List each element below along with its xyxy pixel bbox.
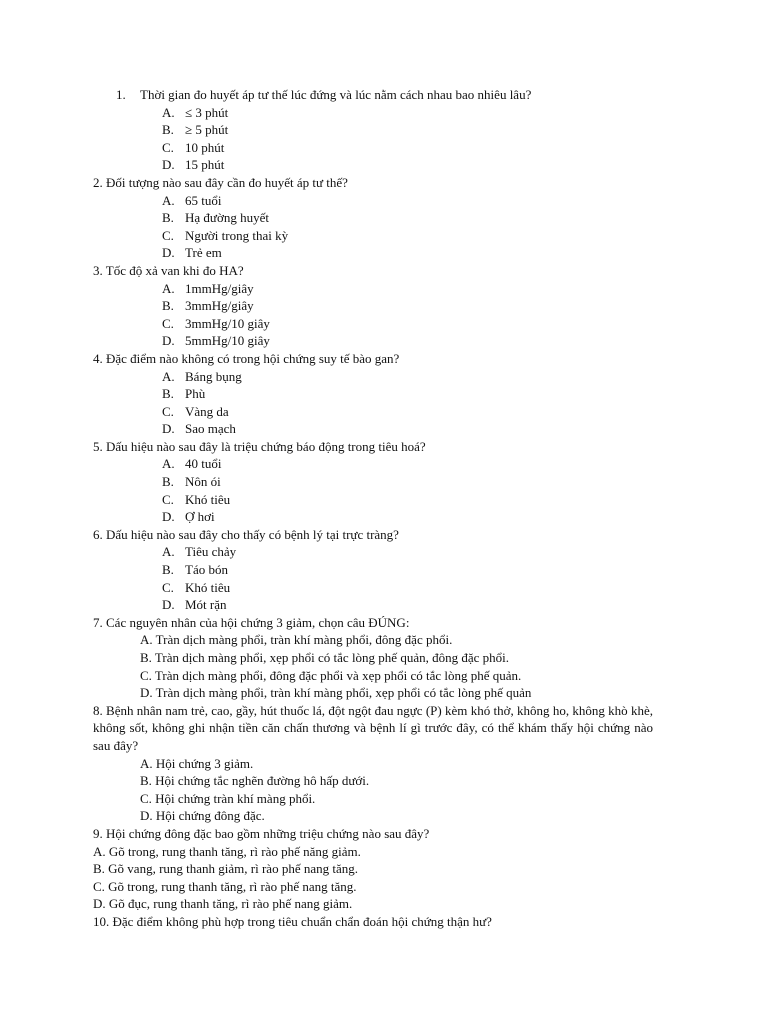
option-text: 5mmHg/10 giây bbox=[185, 333, 270, 349]
question-3: 3. Tốc độ xả van khi đo HA? bbox=[93, 262, 244, 278]
option-letter: D. bbox=[162, 597, 175, 613]
option-letter: C. bbox=[162, 403, 174, 419]
question-8: 8. Bệnh nhân nam trẻ, cao, gầy, hút thuốc lá, đột ngột đau ngực (P) kèm khó thở, không ho, không khò khè, không sốt, không ghi nhận tiền căn chấn thương và bệnh lí gì trước đây, có thể khám thấy hội chứng nào sau đây? bbox=[93, 702, 653, 753]
question-1 bbox=[0, 86, 768, 104]
option-a: A. Tràn dịch màng phổi, tràn khí màng phổi, đông đặc phổi. bbox=[140, 632, 453, 648]
question-7: 7. Các nguyên nhân của hội chứng 3 giảm, chọn câu ĐÚNG: bbox=[93, 614, 410, 630]
option-text: Tiêu chảy bbox=[185, 544, 237, 560]
option-c bbox=[0, 491, 768, 509]
option-letter: D. bbox=[162, 333, 175, 349]
option-letter: B. bbox=[162, 386, 174, 402]
option-text: Nôn ói bbox=[185, 474, 221, 490]
option-text: Khó tiêu bbox=[185, 579, 231, 595]
option-letter: C. bbox=[162, 139, 174, 155]
exam-document bbox=[0, 86, 768, 931]
option-b bbox=[0, 473, 768, 491]
option-c bbox=[0, 315, 768, 333]
option-d bbox=[0, 508, 768, 526]
option-letter: C. bbox=[162, 227, 174, 243]
option-b bbox=[0, 209, 768, 227]
option-b bbox=[0, 297, 768, 315]
option-d bbox=[0, 332, 768, 350]
option-text: 10 phút bbox=[185, 139, 225, 155]
option-letter: C. bbox=[162, 491, 174, 507]
option-b bbox=[0, 561, 768, 579]
option-text: 65 tuổi bbox=[185, 192, 222, 208]
option-a bbox=[0, 280, 768, 298]
option-letter: A. bbox=[162, 368, 175, 384]
option-letter: A. bbox=[162, 280, 175, 296]
option-d bbox=[0, 420, 768, 438]
option-text: Ợ hơi bbox=[185, 509, 215, 525]
question-10: 10. Đặc điểm không phù hợp trong tiêu chuẩn chẩn đoán hội chứng thận hư? bbox=[93, 913, 492, 929]
option-letter: D. bbox=[162, 421, 175, 437]
option-letter: A. bbox=[162, 192, 175, 208]
option-a bbox=[0, 455, 768, 473]
option-c: C. Gõ trong, rung thanh tăng, rì rào phế nang tăng. bbox=[93, 878, 357, 894]
option-a bbox=[0, 104, 768, 122]
option-b bbox=[0, 385, 768, 403]
option-text: Báng bụng bbox=[185, 368, 242, 384]
option-b: B. Hội chứng tắc nghẽn đường hô hấp dưới. bbox=[140, 773, 370, 789]
question-number: 1. bbox=[116, 87, 126, 102]
option-c bbox=[0, 579, 768, 597]
option-text: Người trong thai kỳ bbox=[185, 227, 289, 243]
option-d: D. Tràn dịch màng phổi, tràn khí màng phổi, xẹp phổi có tắc lòng phế quản bbox=[140, 685, 532, 701]
question-4: 4. Đặc điểm nào không có trong hội chứng suy tế bào gan? bbox=[93, 350, 400, 366]
option-letter: D. bbox=[162, 157, 175, 173]
option-c bbox=[0, 403, 768, 421]
option-d bbox=[0, 156, 768, 174]
option-text: 40 tuổi bbox=[185, 456, 222, 472]
option-letter: B. bbox=[162, 210, 174, 226]
option-text: Sao mạch bbox=[185, 421, 236, 437]
option-d: D. Hội chứng đông đặc. bbox=[140, 808, 265, 824]
option-a: A. Hội chứng 3 giảm. bbox=[140, 755, 254, 771]
option-c bbox=[0, 227, 768, 245]
option-letter: D. bbox=[162, 509, 175, 525]
option-text: Mót rặn bbox=[185, 597, 227, 613]
option-text: Vàng da bbox=[185, 403, 229, 419]
question-text: Thời gian đo huyết áp tư thế lúc đứng và lúc nằm cách nhau bao nhiêu lâu? bbox=[140, 87, 532, 102]
option-a: A. Gõ trong, rung thanh tăng, rì rào phế năng giảm. bbox=[93, 843, 361, 859]
option-letter: B. bbox=[162, 298, 174, 314]
question-6: 6. Dấu hiệu nào sau đây cho thấy có bệnh lý tại trực tràng? bbox=[93, 526, 399, 542]
option-a bbox=[0, 368, 768, 386]
question-5: 5. Dấu hiệu nào sau đây là triệu chứng báo động trong tiêu hoá? bbox=[93, 438, 426, 454]
option-letter: A. bbox=[162, 544, 175, 560]
option-d bbox=[0, 244, 768, 262]
option-letter: B. bbox=[162, 474, 174, 490]
option-d: D. Gõ đục, rung thanh tăng, rì rào phế nang giảm. bbox=[93, 896, 353, 912]
option-letter: C. bbox=[162, 315, 174, 331]
option-letter: A. bbox=[162, 456, 175, 472]
option-b bbox=[0, 121, 768, 139]
option-text: Táo bón bbox=[185, 562, 228, 578]
option-text: 15 phút bbox=[185, 157, 225, 173]
option-b: B. Gõ vang, rung thanh giảm, rì rào phế nang tăng. bbox=[93, 861, 358, 877]
option-letter: B. bbox=[162, 562, 174, 578]
option-text: 1mmHg/giây bbox=[185, 280, 254, 296]
option-c: C. Hội chứng tràn khí màng phổi. bbox=[140, 790, 316, 806]
option-text: 3mmHg/10 giây bbox=[185, 315, 270, 331]
option-letter: B. bbox=[162, 122, 174, 138]
option-letter: C. bbox=[162, 579, 174, 595]
option-text: ≥ 5 phút bbox=[185, 122, 229, 138]
option-text: Phù bbox=[185, 386, 206, 402]
option-text: Khó tiêu bbox=[185, 491, 231, 507]
option-c: C. Tràn dịch màng phổi, đông đặc phổi và xẹp phổi có tắc lòng phế quản. bbox=[140, 667, 522, 683]
option-text: Hạ đường huyết bbox=[185, 210, 269, 226]
option-text: 3mmHg/giây bbox=[185, 298, 254, 314]
option-text: ≤ 3 phút bbox=[185, 104, 229, 120]
option-letter: D. bbox=[162, 245, 175, 261]
option-text: Trẻ em bbox=[185, 245, 222, 261]
option-a bbox=[0, 543, 768, 561]
question-2: 2. Đối tượng nào sau đây cần đo huyết áp tư thế? bbox=[93, 174, 348, 190]
question-9: 9. Hội chứng đông đặc bao gồm những triệu chứng nào sau đây? bbox=[93, 825, 430, 841]
option-letter: A. bbox=[162, 104, 175, 120]
option-d bbox=[0, 596, 768, 614]
option-a bbox=[0, 192, 768, 210]
option-b: B. Tràn dịch màng phổi, xẹp phổi có tắc lòng phế quản, đông đặc phổi. bbox=[140, 650, 510, 665]
option-c bbox=[0, 139, 768, 157]
